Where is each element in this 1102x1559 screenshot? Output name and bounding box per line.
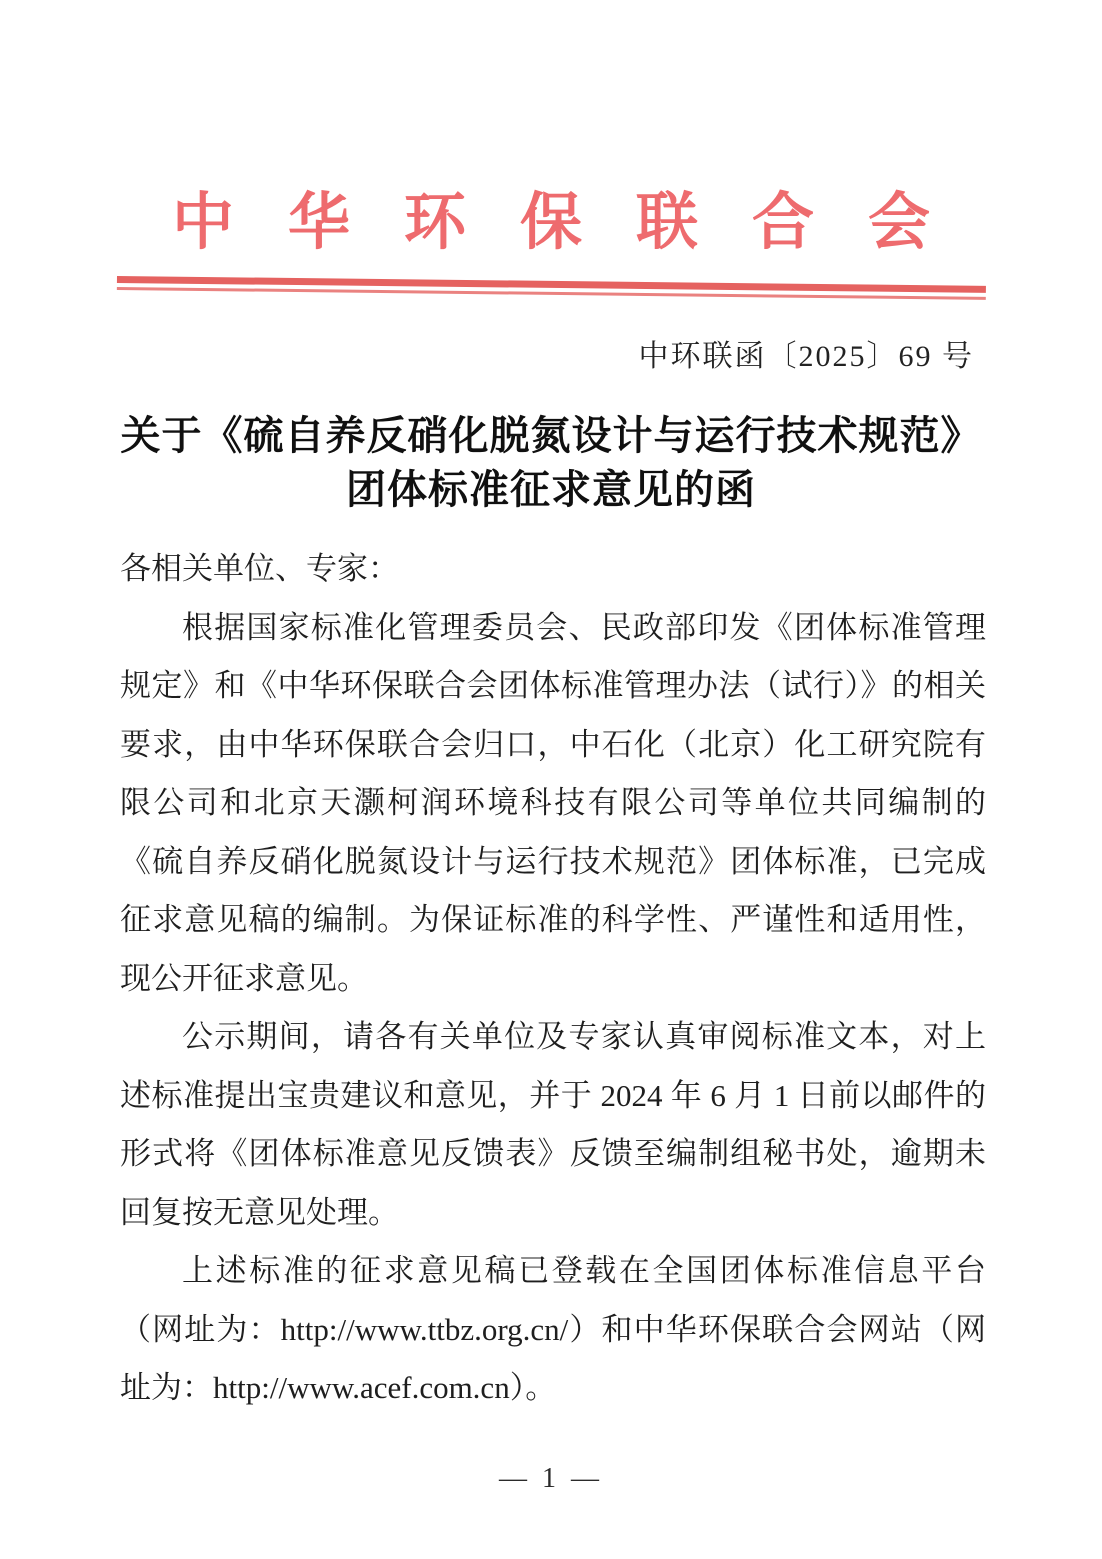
letterhead-org-name: 中华环保联合会 bbox=[171, 189, 984, 257]
page-number: — 1 — bbox=[499, 1463, 603, 1494]
document-reference-number: 中环联函〔2025〕69 号 bbox=[638, 340, 974, 373]
letterhead-divider-rule bbox=[117, 276, 986, 300]
salutation: 各相关单位、专家： bbox=[120, 551, 399, 586]
letter-body bbox=[120, 540, 986, 1418]
document-title-line2: 团体标准征求意见的函 bbox=[346, 467, 756, 512]
body-paragraph-3: 上述标准的征求意见稿已登载在全国团体标准信息平台（网址为：http://www.ttbz.org.cn/）和中华环保联合会网站（网址为：http://www.acef.com.cn）。 bbox=[120, 1253, 986, 1405]
document-title-line1: 关于《硫自养反硝化脱氮设计与运行技术规范》 bbox=[120, 413, 982, 458]
body-paragraph-2: 公示期间，请各有关单位及专家认真审阅标准文本，对上述标准提出宝贵建议和意见，并于 2024 年 6 月 1 日前以邮件的形式将《团体标准意见反馈表》反馈至编制组秘书处，逾期未回复按无意见处理。 bbox=[120, 1019, 986, 1230]
body-paragraph-1: 根据国家标准化管理委员会、民政部印发《团体标准管理规定》和《中华环保联合会团体标准管理办法（试行）》的相关要求，由中华环保联合会归口，中石化（北京）化工研究院有限公司和北京天灏柯润环境科技有限公司等单位共同编制的《硫自养反硝化脱氮设计与运行技术规范》团体标准，已完成征求意见稿的编制。为保证标准的科学性、严谨性和适用性，现公开征求意见。 bbox=[120, 609, 986, 996]
document-title bbox=[0, 409, 1102, 517]
